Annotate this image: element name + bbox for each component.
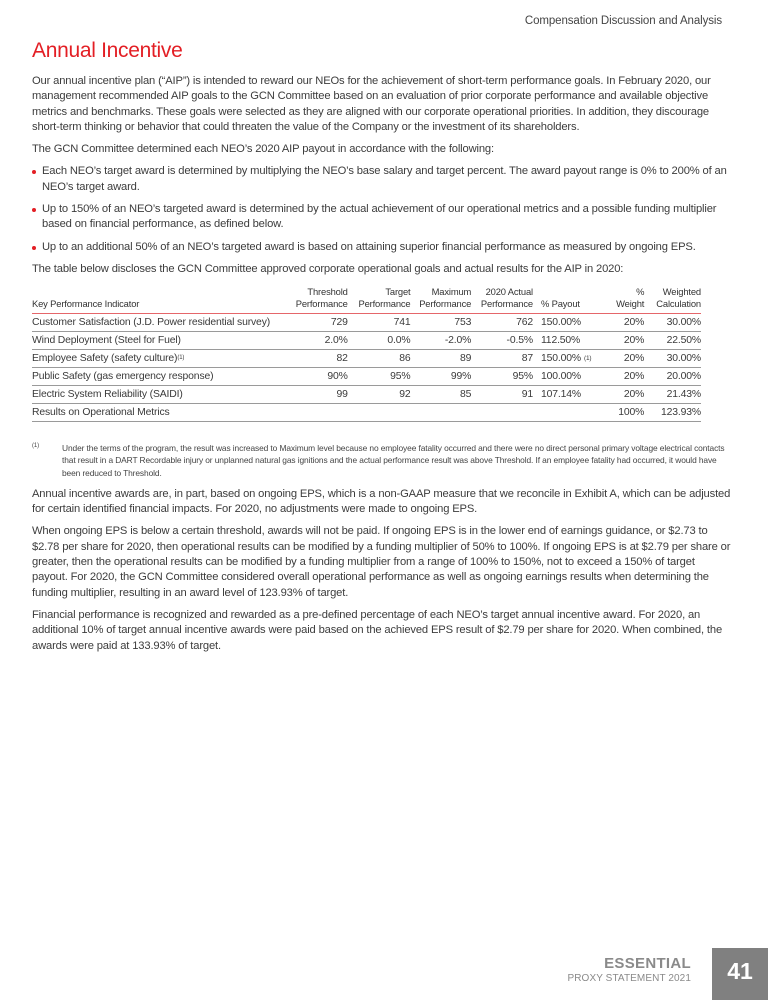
cell-target: 92	[348, 386, 411, 404]
body-paragraph: Annual incentive awards are, in part, based on ongoing EPS, which is a non-GAAP measure that we reconcile in Exhibit A, which can be adjusted for certain identified financial impacts. For 2020, no adjustments were made to ongoing EPS.	[32, 487, 731, 516]
cell-weight: 20%	[604, 314, 644, 332]
footnote	[32, 442, 732, 479]
cell-kpi: Public Safety (gas emergency response)	[32, 368, 280, 386]
footnote-ref: (1)	[177, 355, 185, 362]
cell-payout: 150.00% $^{(1)}$	[533, 350, 604, 368]
header-weight: % Weight	[604, 286, 644, 314]
footnote-ref: (1)	[583, 355, 592, 363]
list-item-text: Up to an additional 50% of an NEO’s targeted award is based on attaining superior financial performance as measured by ongoing EPS.	[42, 240, 696, 253]
cell-maximum: 99%	[411, 368, 472, 386]
lead-in-paragraph: The GCN Committee determined each NEO’s 2020 AIP payout in accordance with the following:	[32, 143, 494, 156]
cell-weighted: 22.50%	[644, 332, 701, 350]
cell-empty	[411, 404, 472, 422]
page-title: Annual Incentive	[32, 39, 183, 62]
cell-kpi: Results on Operational Metrics	[32, 404, 280, 422]
table-row	[32, 332, 701, 350]
cell-weight: 20%	[604, 386, 644, 404]
table-total-row	[32, 404, 701, 422]
cell-weighted: 30.00%	[644, 350, 701, 368]
cell-weighted: 21.43%	[644, 386, 701, 404]
cell-threshold: 90%	[280, 368, 348, 386]
cell-threshold: 2.0%	[280, 332, 348, 350]
kpi-table	[32, 286, 701, 422]
header-threshold: Threshold Performance	[280, 286, 348, 314]
cell-threshold: 82	[280, 350, 348, 368]
bullet-icon	[32, 170, 36, 174]
payout-rules-list	[32, 164, 732, 254]
cell-empty	[533, 404, 604, 422]
list-item-text: Up to 150% of an NEO’s targeted award is determined by the actual achievement of our operational metrics and a possible funding multiplier based on financial performance, as defined below.	[42, 203, 717, 231]
page-number: 41	[712, 948, 768, 1000]
cell-payout: 107.14%	[533, 386, 604, 404]
cell-maximum: -2.0%	[411, 332, 472, 350]
cell-empty	[348, 404, 411, 422]
cell-target: 741	[348, 314, 411, 332]
cell-threshold: 729	[280, 314, 348, 332]
cell-payout: 100.00%	[533, 368, 604, 386]
cell-kpi: Wind Deployment (Steel for Fuel)	[32, 332, 280, 350]
cell-target: 86	[348, 350, 411, 368]
cell-payout: 112.50%	[533, 332, 604, 350]
cell-weighted: 30.00%	[644, 314, 701, 332]
cell-actual: -0.5%	[471, 332, 533, 350]
cell-target: 0.0%	[348, 332, 411, 350]
header-maximum: Maximum Performance	[411, 286, 472, 314]
content	[32, 74, 732, 661]
cell-weighted-total: 123.93%	[644, 404, 701, 422]
cell-actual: 91	[471, 386, 533, 404]
header-actual: 2020 Actual Performance	[471, 286, 533, 314]
header-target: Target Performance	[348, 286, 411, 314]
cell-payout: 150.00%	[533, 314, 604, 332]
cell-maximum: 753	[411, 314, 472, 332]
header-weighted: Weighted Calculation	[644, 286, 701, 314]
header-kpi: Key Performance Indicator	[32, 286, 280, 314]
cell-actual: 762	[471, 314, 533, 332]
cell-kpi: Customer Satisfaction (J.D. Power residential survey)	[32, 314, 280, 332]
table-intro-paragraph: The table below discloses the GCN Committee approved corporate operational goals and actual results for the AIP in 2020:	[32, 262, 624, 275]
cell-weight: 20%	[604, 350, 644, 368]
list-item-text: Each NEO’s target award is determined by multiplying the NEO’s base salary and target percent. The award payout range is 0% to 200% of an NEO’s target award.	[42, 165, 727, 193]
cell-kpi: Employee Safety (safety culture)$^{(1)}$	[32, 350, 280, 368]
cell-weighted: 20.00%	[644, 368, 701, 386]
body-paragraph: Financial performance is recognized and rewarded as a pre-defined percentage of each NEO’s target annual incentive award. For 2020, an additional 10% of target annual incentive awards were paid based on the achieved EPS result of $2.79 per share for 2020. When combined, the awards were paid at 133.93% of target.	[32, 608, 723, 652]
table-row	[32, 368, 701, 386]
list-item	[32, 240, 732, 255]
cell-threshold: 99	[280, 386, 348, 404]
table-header-row	[32, 286, 701, 314]
cell-maximum: 89	[411, 350, 472, 368]
header-payout: % Payout	[533, 286, 604, 314]
footnote-text: Under the terms of the program, the result was increased to Maximum level because no employee fatality occurred and there were no direct personal primary voltage electrical contacts that result in a DART Recordable injury or unplanned natural gas ignitions and the actual performance result was above Threshold. If an employee fatality had occurred, it would have been reduced to Threshold.	[62, 443, 725, 478]
table-row	[32, 350, 701, 368]
brand-name: ESSENTIAL	[604, 955, 691, 972]
table-row	[32, 386, 701, 404]
publication-name: PROXY STATEMENT 2021	[567, 973, 691, 984]
cell-kpi: Electric System Reliability (SAIDI)	[32, 386, 280, 404]
cell-target: 95%	[348, 368, 411, 386]
cell-actual: 87	[471, 350, 533, 368]
table-row	[32, 314, 701, 332]
cell-weight: 20%	[604, 368, 644, 386]
cell-actual: 95%	[471, 368, 533, 386]
list-item	[32, 202, 732, 233]
running-header: Compensation Discussion and Analysis	[524, 15, 722, 27]
cell-weight: 20%	[604, 332, 644, 350]
intro-paragraph: Our annual incentive plan (“AIP”) is intended to reward our NEOs for the achievement of short-term performance goals. In February 2020, our management recommended AIP goals to the GCN Committee based on an evaluation of prior corporate performance and available objective metrics and benchmarks. These goals were selected as they are aligned with our corporate operational priorities. In addition, they discourage short-term thinking or behavior that could threaten the value of the Company or the investment of its shareholders.	[32, 75, 711, 133]
footnote-mark: (1)	[32, 443, 40, 450]
bullet-icon	[32, 208, 36, 212]
cell-empty	[280, 404, 348, 422]
bullet-icon	[32, 246, 36, 250]
body-paragraph: When ongoing EPS is below a certain threshold, awards will not be paid. If ongoing EPS is in the lower end of earnings guidance, or $2.73 to $2.78 per share for 2020, then operational results can be modified by a funding multiplier of 50% to 100%. If ongoing EPS is at $2.79 per share or greater, then the operational results can be modified by a funding multiplier from a range of 100% to 150%, not to exceed a 150% of target payout. For 2020, the GCN Committee considered overall operational performance as well as ongoing earnings results when determining the funding multiplier, resulting in an award level of 123.93% of target.	[32, 525, 731, 599]
footer-brand	[567, 956, 691, 985]
cell-maximum: 85	[411, 386, 472, 404]
cell-weight-total: 100%	[604, 404, 644, 422]
cell-empty	[471, 404, 533, 422]
list-item	[32, 164, 732, 195]
